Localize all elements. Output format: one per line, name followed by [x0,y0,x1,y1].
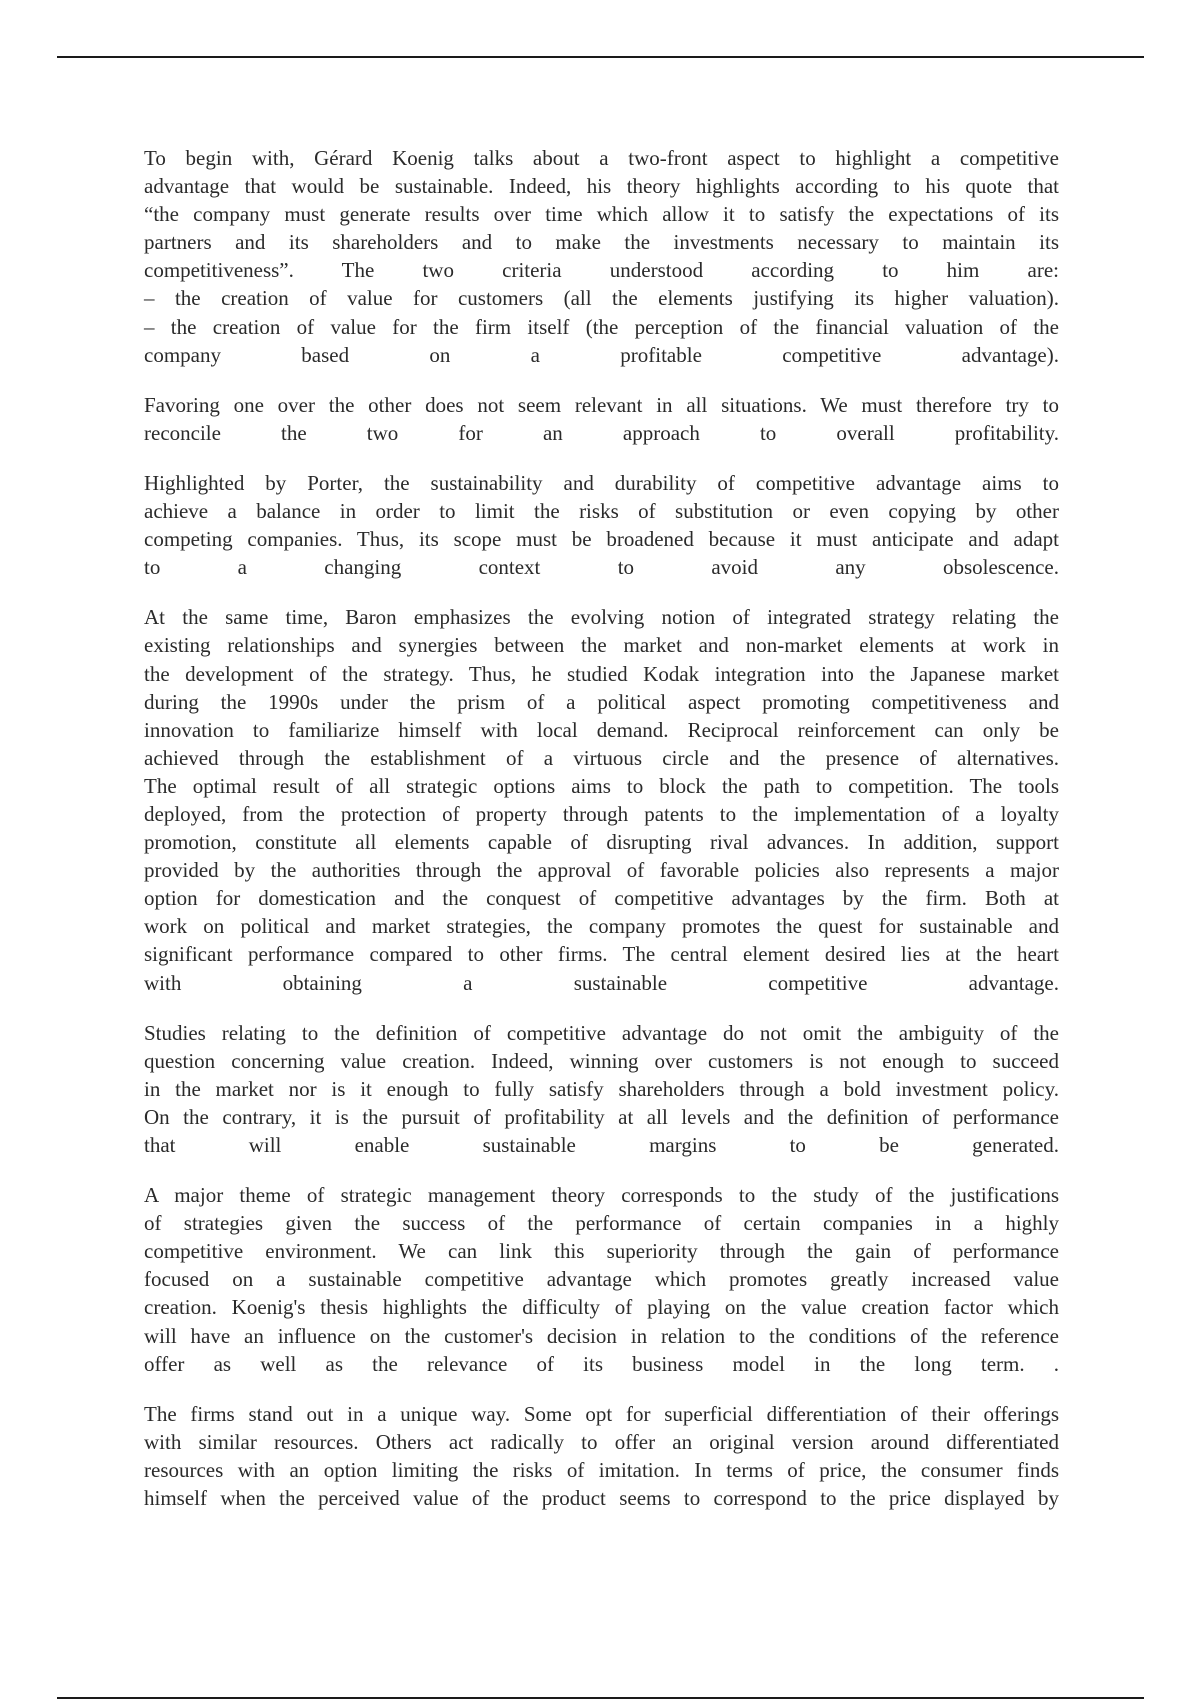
text-line: deployed, from the protection of property through patents to the implementation of a loyalty [144,801,1059,826]
text-line: Studies relating to the definition of competitive advantage do not omit the ambiguity of the [144,1020,1059,1045]
text-line: resources with an option limiting the risks of imitation. In terms of price, the consumer finds [144,1457,1059,1482]
text-line: work on political and market strategies, the company promotes the quest for sustainable and [144,914,1059,939]
paragraph [144,1400,1059,1512]
text-line: focused on a sustainable competitive advantage which promotes greatly increased value [144,1267,1059,1292]
header-rule [57,56,1144,58]
text-line: reconcile the two for an approach to overall profitability. [144,420,1059,445]
text-line: question concerning value creation. Indeed, winning over customers is not enough to succeed [144,1048,1059,1073]
text-line: competitiveness”. The two criteria understood according to him are: [144,258,1059,283]
text-line: to a changing context to avoid any obsolescence. [144,555,1059,580]
text-line: innovation to familiarize himself with local demand. Reciprocal reinforcement can only be [144,717,1059,742]
text-line: Favoring one over the other does not seem relevant in all situations. We must therefore try to [144,392,1059,417]
text-line: partners and its shareholders and to make the investments necessary to maintain its [144,230,1059,255]
text-line: – the creation of value for the firm itself (the perception of the financial valuation of the [144,314,1059,339]
paragraph [144,391,1059,447]
text-line: the development of the strategy. Thus, he studied Kodak integration into the Japanese market [144,661,1059,686]
text-line: A major theme of strategic management theory corresponds to the study of the justifications [144,1183,1059,1208]
text-line: competing companies. Thus, its scope must be broadened because it must anticipate and adapt [144,527,1059,552]
text-line: significant performance compared to other firms. The central element desired lies at the heart [144,942,1059,967]
text-line: competitive environment. We can link this superiority through the gain of performance [144,1239,1059,1264]
text-line: in the market nor is it enough to fully satisfy shareholders through a bold investment policy. [144,1076,1059,1101]
text-line: that will enable sustainable margins to be generated. [144,1133,1059,1157]
text-line: option for domestication and the conquest of competitive advantages by the firm. Both at [144,886,1059,911]
text-line: achieve a balance in order to limit the risks of substitution or even copying by other [144,499,1059,524]
text-line: At the same time, Baron emphasizes the evolving notion of integrated strategy relating the [144,605,1059,630]
text-line: during the 1990s under the prism of a political aspect promoting competitiveness and [144,689,1059,714]
text-line: provided by the authorities through the approval of favorable policies also represents a major [144,858,1059,883]
text-line: with obtaining a sustainable competitive advantage. [144,970,1059,995]
text-line: “the company must generate results over time which allow it to satisfy the expectations of its [144,202,1059,227]
text-line: with similar resources. Others act radically to offer an original version around differentiated [144,1429,1059,1454]
paragraph [144,1181,1059,1378]
text-line: – the creation of value for customers (all the elements justifying its higher valuation). [144,286,1059,311]
paragraph [144,603,1059,996]
text-line: The firms stand out in a unique way. Some opt for superficial differentiation of their offerings [144,1401,1059,1426]
text-line: existing relationships and synergies between the market and non-market elements at work in [144,633,1059,658]
paragraph [144,1019,1059,1159]
text-line: of strategies given the success of the performance of certain companies in a highly [144,1211,1059,1236]
text-line: achieved through the establishment of a virtuous circle and the presence of alternatives. [144,745,1059,770]
text-line: will have an influence on the customer's decision in relation to the conditions of the reference [144,1323,1059,1348]
document-body [144,144,1059,1534]
text-line: On the contrary, it is the pursuit of profitability at all levels and the definition of performance [144,1104,1059,1129]
text-line: advantage that would be sustainable. Indeed, his theory highlights according to his quote that [144,174,1059,199]
text-line: To begin with, Gérard Koenig talks about a two-front aspect to highlight a competitive [144,146,1059,170]
text-line: promotion, constitute all elements capable of disrupting rival advances. In addition, support [144,830,1059,855]
text-line: company based on a profitable competitive advantage). [144,342,1059,367]
paragraph [144,144,1059,369]
text-line: Highlighted by Porter, the sustainability and durability of competitive advantage aims to [144,470,1059,495]
paragraph [144,469,1059,581]
text-line: himself when the perceived value of the product seems to correspond to the price displayed by [144,1486,1059,1511]
text-line: The optimal result of all strategic options aims to block the path to competition. The tools [144,773,1059,798]
text-line: offer as well as the relevance of its business model in the long term. . [144,1351,1059,1376]
footer-rule [57,1697,1144,1699]
text-line: creation. Koenig's thesis highlights the difficulty of playing on the value creation factor which [144,1295,1059,1320]
